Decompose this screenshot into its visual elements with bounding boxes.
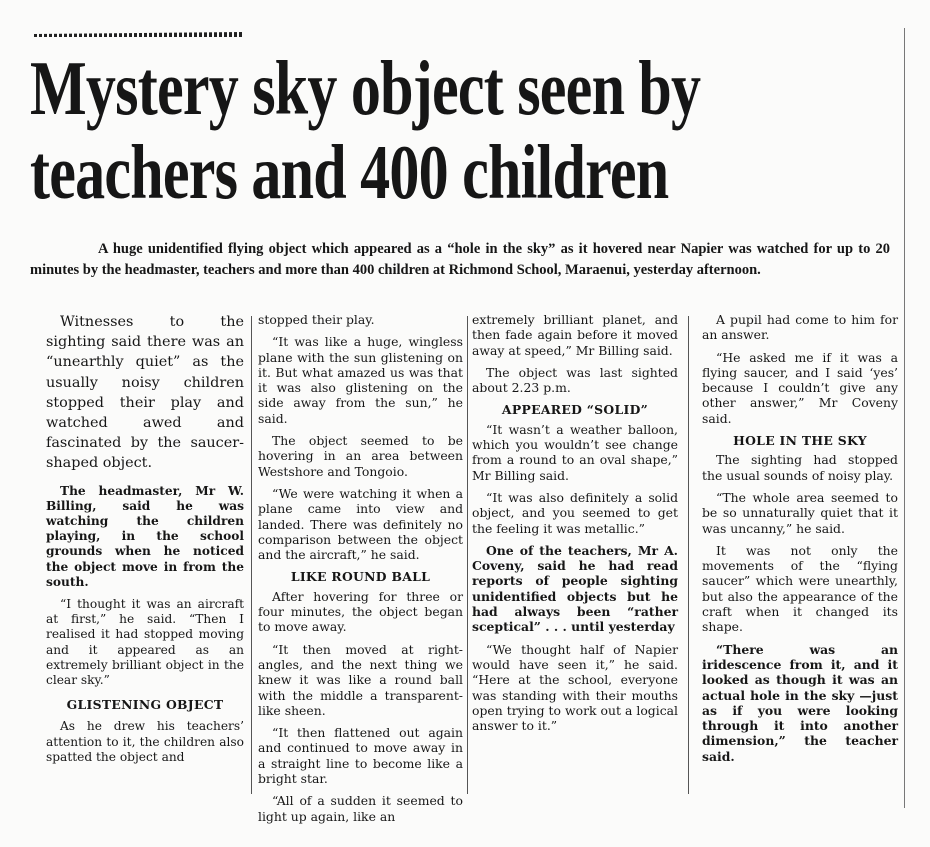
- paragraph: The object seemed to be hovering in an area between Westshore and Tongoio.: [258, 433, 463, 479]
- article-column-3: [472, 312, 678, 740]
- column-rule: [904, 28, 905, 808]
- article-column-4: [702, 312, 898, 771]
- headline-line-1: Mystery sky object seen by: [30, 45, 701, 131]
- paragraph: “It wasn’t a weather balloon, which you wouldn’t see change from a round to an oval shape,” Mr Billing said.: [472, 421, 678, 483]
- headline: [30, 46, 716, 214]
- paragraph: A pupil had come to him for an answer.: [702, 312, 898, 343]
- paragraph: “There was an iridescence from it, and it looked as though it was an actual hole in the sky —just as if you were looking through it into another dimension,” the teacher said.: [702, 641, 898, 764]
- paragraph: stopped their play.: [258, 312, 375, 327]
- subheading: LIKE ROUND BALL: [290, 569, 431, 585]
- paragraph: “I thought it was an aircraft at first,” he said. “Then I realised it had stopped moving and it appeared as an extremely brilliant object in the clear sky.”: [46, 597, 244, 688]
- paragraph: One of the teachers, Mr A. Coveny, said he had read reports of people sighting unidentified objects but he had always been “rather sceptical” . . . until yesterday: [472, 542, 678, 635]
- decorative-wavy-rule: [34, 32, 242, 37]
- paragraph: The object was last sighted about 2.23 p.m.: [472, 364, 678, 396]
- paragraph: The sighting had stopped the usual sounds of noisy play.: [702, 452, 898, 483]
- paragraph: “We were watching it when a plane came into view and landed. There was definitely no comparison between the object and the aircraft,” he said.: [258, 485, 463, 563]
- paragraph: “All of a sudden it seemed to light up again, like an: [258, 793, 463, 824]
- paragraph: “It was like a huge, wingless plane with the sun glistening on it. But what amazed us was that it was also glistening on the side away from the sun,” he said.: [258, 334, 463, 426]
- paragraph: The headmaster, Mr W. Billing, said he was watching the children playing, in the school grounds when he noticed the object move in from the south.: [46, 483, 244, 589]
- subheading: GLISTENING OBJECT: [66, 697, 224, 713]
- paragraph: “He asked me if it was a flying saucer, and I said ‘yes’ because I couldn’t give any other answer,” Mr Coveny said.: [702, 349, 898, 426]
- paragraph: After hovering for three or four minutes, the object began to move away.: [258, 588, 463, 635]
- paragraph: “We thought half of Napier would have seen it,” he said. “Here at the school, everyone was standing with their mouths open trying to work out a logical answer to it.”: [472, 641, 678, 734]
- headline-line-2: teachers and 400 children: [30, 129, 669, 215]
- lede-text: A huge unidentified flying object which appeared as a “hole in the sky” as it hovered near Napier was watched for up to 20 minutes by the headmaster, teachers and more than 400 children at Richmond School, Maraenui, yesterday afternoon.: [30, 241, 890, 278]
- article-column-1: [46, 312, 244, 772]
- lede-paragraph: [30, 239, 890, 281]
- paragraph: “It then flattened out again and continued to move away in a straight line to become like a bright star.: [258, 725, 463, 787]
- paragraph: As he drew his teachers’ attention to it, the children also spatted the object and: [46, 719, 244, 764]
- paragraph: Witnesses to the sighting said there was an “unearthly quiet” as the usually noisy children stopped their play and watched awed and fascinated by the saucer-shaped object.: [46, 314, 244, 472]
- paragraph: It was not only the movements of the “flying saucer” which were unearthly, but also the appearance of the craft when it changed its shape.: [702, 542, 898, 635]
- paragraph: “It then moved at right-angles, and the next thing we knew it was like a round ball with the middle a transparent-like sheen.: [258, 641, 463, 718]
- column-divider: [251, 316, 252, 794]
- column-divider: [467, 316, 468, 794]
- subheading: APPEARED “SOLID”: [501, 402, 649, 418]
- article-column-2: [258, 312, 463, 831]
- paragraph: “The whole area seemed to be so unnaturally quiet that it was uncanny,” he said.: [702, 489, 898, 536]
- subheading: HOLE IN THE SKY: [733, 433, 867, 449]
- column-divider: [688, 316, 689, 794]
- paragraph: extremely brilliant planet, and then fade again before it moved away at speed,” Mr Billing said.: [472, 312, 678, 358]
- paragraph: “It was also definitely a solid object, and you seemed to get the feeling it was metallic.”: [472, 489, 678, 536]
